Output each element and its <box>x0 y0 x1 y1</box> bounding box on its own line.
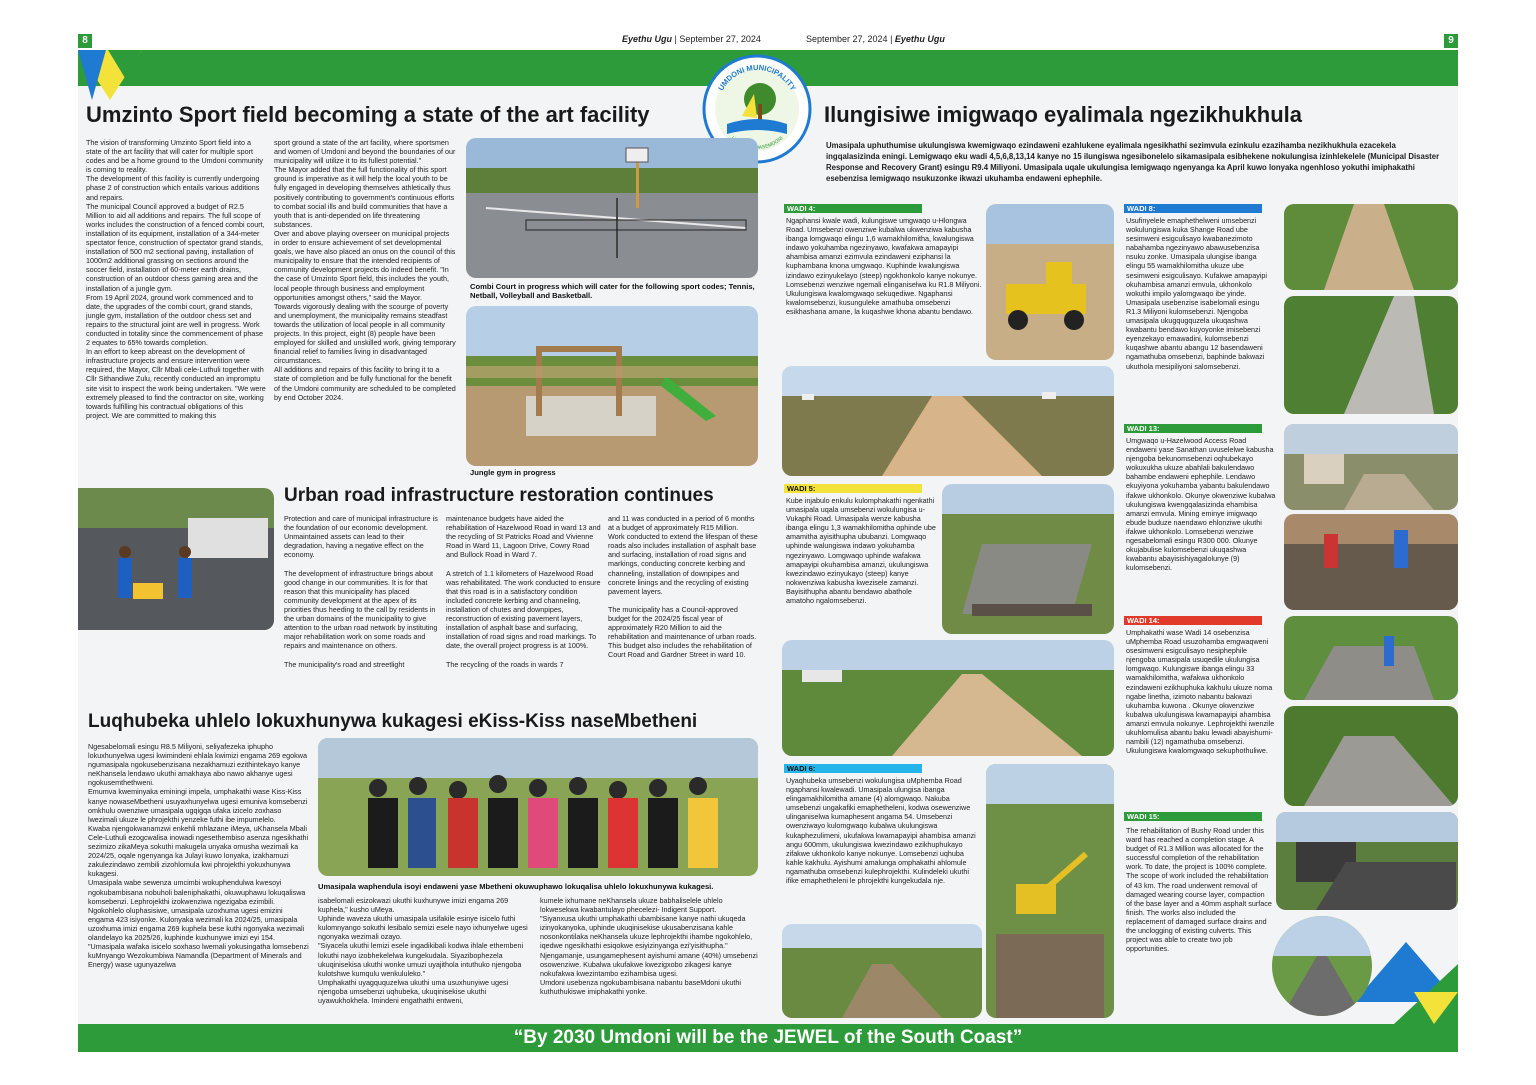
paragraph: maintenance budgets have aided the rehabilitation of Hazelwood Road in ward 13 and the recycling of St Patricks Road and Vivienne Road in Ward 11, Lagoon Drive, Cowry Road and Bullock Road in Ward 7. <box>446 514 601 560</box>
ward-label-14: WADI 14: <box>1124 616 1262 625</box>
combi-court-photo <box>466 138 758 278</box>
headline-urban-road: Urban road infrastructure restoration continues <box>284 485 714 506</box>
paragraph: Umdoni usebenza ngokubambisana nabantu baseMdoni ukuthi kuthuthukiswe imiphakathi yonke. <box>540 977 741 996</box>
paragraph: Uphinde waveza ukuthi umasipala usifakile esinye isicelo futhi kulomnyango sokuthi lesibalo semizi esele nayo ixhunyelwe ugesi ngonyaka wezimali ozayo. <box>318 914 528 942</box>
ward-6-landscape-photo <box>782 924 982 1018</box>
ward-13-photo-2 <box>1284 514 1458 610</box>
page-number-right: 9 <box>1444 34 1458 48</box>
ward-label-13: WADI 13: <box>1124 424 1262 433</box>
ward-14-photo-1 <box>1284 616 1458 700</box>
ward-5-text: Kube injabulo enkulu kulomphakathi ngenkathi umasipala uqala umsebenzi wokulungisa u-Vukaphi Road. Umasipala wenze kabusha ibanga elingu 1,3 wamakhilomitha ophinde ube amamitha ayisithupha ububanzi. Lomgwaqo uphinde walungiswa indawo yokuhamba ngezinyawo. Lomgwaqo uphinde wafakwa amapayipi okuhambisa amanzi, ukulungiswa kwezindawo ezinyukayo (steep) kanye nokwenziwa kabusha kwezisele zamanzi. Bayisithupha abantu bendawo abathole amatoho ngalomsebenzi. <box>786 496 936 606</box>
paragraph: Kwaba njengokwanamzwi enkehli mhlazane iMeya, uKhansela Mbali Cele-Luthuli ezogcwalisa inowadi ngesethembiso asenza ngesikhathi sezimizo zikaMeya sokuthi makugela unyaka omusha wezimali ka 2024/25, oqale ngenyanga ka Julayi kuwo lonyaka, izakhamuzi zakulezindawo zembili zizohlomula kwi phrojekthi yokuxhunywa kukagesi. <box>88 823 309 879</box>
paragraph: The municipal Council approved a budget of R2.5 Million to aid all additions and repairs. The full scope of works includes the construction of a fenced combi court, installation of its equipment, installation of a 344-meter spectator fence, construction of spectator grand stands, installation of 500 m2 sectional paving, installation of 1000m2 additional grassing on sections around the soccer field, installation of 60-meter earth drains, construction of an outdoor chess gaming area and the installation of a jungle gym. <box>86 201 265 293</box>
slogan-bar: “By 2030 Umdoni will be the JEWEL of the South Coast” <box>78 1024 1458 1052</box>
headline-sport-field: Umzinto Sport field becoming a state of the art facility <box>86 102 650 127</box>
paragraph: A stretch of 1.1 kilometers of Hazelwood Road was rehabilitated. The work conducted to ensure that this road is in a satisfactory condition included concrete kerbing and channeling, installation of chutes and downpipes, reconstruction of existing pavement layers, installation of asphalt base and surfacing, installation of road signs and road markings. To date, the overall project progress is at 100%. <box>446 568 601 651</box>
headline-electrification: Luqhubeka uhlelo lokuxhunywa kukagesi eKiss-Kiss naseMbetheni <box>88 711 698 732</box>
article-sport-field-col1 <box>86 138 266 476</box>
caption-jungle-gym: Jungle gym in progress <box>470 468 556 477</box>
caption-sod-turning: Umasipala waphendula isoyi endaweni yase Mbetheni okuwuphawo lokuqalisa uhlelo lokuxhunywa kukagesi. <box>318 882 714 891</box>
ward-13-photo-1 <box>1284 424 1458 510</box>
paragraph: "Umasipala wafaka isicelo soxhaso lwemali yokusingatha lomsebenzi kuMnyango Wezokumbiwa Namandla (Department of Minerals and Energy) wase ugunyazelwa <box>88 942 309 970</box>
paragraph: isabelomali esizokwazi ukuthi kuxhunywe imizi engama 269 kuphela," kusho uMeya. <box>318 896 509 915</box>
paragraph: The recycling of the roads in wards 7 <box>446 659 564 669</box>
ward-4-road-photo <box>782 366 1114 476</box>
paragraph: Over and above playing overseer on municipal projects in order to ensure achievement of set developmental goals, we have also placed an onus on the council of this municipality to ensure that the intended recipients of community development projects do indeed benefit. "In the case of Umzinto Sport field, this includes the youth, local people through business and employment opportunities amongst others," said the Mayor. <box>274 228 456 302</box>
jungle-gym-photo <box>466 306 758 466</box>
ward-label-5 <box>784 484 922 493</box>
headline-flood-roads: Ilungisiwe imigwaqo eyalimala ngezikhukhula <box>824 102 1303 127</box>
paragraph: The vision of transforming Umzinto Sport field into a state of the art facility that will cater for multiple sport codes and be a home ground to the Umdoni community is coming to reality. <box>86 138 263 175</box>
article-sport-field-col2 <box>274 138 456 476</box>
logo-title: UMDONI MUNICIPALITY <box>716 62 798 93</box>
ward-6-excavator-photo <box>986 764 1114 1018</box>
paragraph: Njengamanje, usungamephesent ayishumi amane (40%) umsebenzi osowenziwe. Kubalwa ukufakwe kwezigxobo zikagesi kanye nokufakwa kwezintambo ezihambisa ugesi. <box>540 950 758 978</box>
publication-name: Eyethu Ugu <box>894 34 945 44</box>
ward-4-grader-photo <box>986 204 1114 360</box>
road-workers-photo <box>78 488 274 630</box>
ward-5-road-photo <box>782 640 1114 756</box>
ward-label-15: WADI 15: <box>1124 812 1262 821</box>
ward-15-paving-photo <box>1276 812 1458 910</box>
ward-15-road-photo <box>1272 916 1372 1016</box>
article-electrification-col2 <box>318 896 534 1020</box>
paragraph: In an effort to keep abreast on the development of infrastructure projects and ensure intervention were required, the Mayor, Cllr Mbali cele-Luthuli together with Cllr Sithandiwe Zulu, recently conducted an impromptu site visit to inspect the work being undertaken. "We were extremely pleased to find the contractor on site, working towards fulfilling his contractual obligations of this project. We are committed to making this <box>86 347 266 420</box>
ward-6-text: Uyaqhubeka umsebenzi wokulungisa uMphemba Road ngaphansi kwalewadi. Umasipala ulungisa ibanga elingamakhilomitha amane (4) alomgwaqo. Nakuba umsebenzi ungakafiki emaphetheleni, kodwa osewenziwe ulinganiselwa kumaphesent angama 54. Umsebenzi owenziwayo kulomgwaqo kubalwa ukulungiswa kukaphezulimeni, ukufakwa kwamapayipi ahambisa amanzi angu 600mm, ukulungiswa kwezindawo ezikhuphukayo zifakwe ukhonkolo kanye nokunye. Lomsebenzi uqhuba kahle kakhulu. Ayishumi amalunga omphakathi ahlomule ngamathuba omsebenzi kulephrojekthi. Kulindeleki ukuthi ifike emaphetheleni le phrojekthi kungekudala nje. <box>786 776 976 886</box>
paragraph: The development of infrastructure brings about good change in our communities. It is for that reason that this municipality has placed community development at the apex of its priorities thus heeding to the call by residents in the urban domains of the municipality to give attention to the urban road network by instituting major rehabilitation work on some roads and repairs and maintenance on others. <box>284 568 438 651</box>
article-urban-road-col1 <box>284 514 440 704</box>
ward-14-photo-2 <box>1284 706 1458 806</box>
ward-label-5-text: WADI 5: <box>787 484 816 493</box>
article-electrification-col3 <box>540 896 758 1020</box>
logo-motto: ASEMDONI <box>758 135 785 151</box>
ward-14-text: Umphakathi wase Wadi 14 osebenzisa uMphemba Road usuzohamba emgwaqweni osesimweni esigculisayo nesiphephile njengoba umasipala usuqedile ukulungisa lomgwaqo. Kulungiswe ibanga elingu 33 wamakhilomitha, wafakwa ukhonkolo ezindaweni ezikhuphuka kakhulu ukuze noma ngabe linetha, izimoto nabantu bakwazi ukuhamba kuwona . Okunye okwenziwe kubalwa ukulungiswa kwamapayipi ahambisa amanzi emvula nokunye. Lephrojekthi iwenzile ukuhlomulisa abantu baku lewadi abayishumi-nambili (12) ngamathuba omsebenzi. Ukulungiswa kwalomgwaqo sekuphothuliwe. <box>1126 628 1275 756</box>
paragraph: "Siyanxusa ukuthi umphakathi ubambisane kanye nathi ukuqeda izinyokanyoka, uphinde ukuqinisekise ukusabenzisana kahle nosonkontilaka neKhansela ukuze lephrojekthi ihambe ngokohlelo, iqedwe ngesikhathi esiqokwe esiyizinyanga ezi'yisithupha." <box>540 914 753 951</box>
paragraph: and 11 was conducted in a period of 6 months at a budget of approximately R15 Million. <box>608 514 755 533</box>
paragraph: Protection and care of municipal infrastructure is the foundation of our economic development. Unmaintained assets can lead to their degradation, having a negative effect on the economy. <box>284 514 438 560</box>
sod-turning-photo <box>318 738 758 876</box>
issue-date: September 27, 2024 <box>679 34 761 44</box>
paragraph: All additions and repairs of this facility to bring it to a state of completion and be fully functional for the benefit of the Umdoni community are scheduled to be completed by end October 2024. <box>274 365 456 402</box>
ward-label-6 <box>784 764 922 773</box>
ward-5-bridge-photo <box>942 484 1114 634</box>
paragraph: From 19 April 2024, ground work commenced and to date, the upgrades of the combi court, grand stands, jungle gym, installation of the outdoor chess set and repairs to the structural joint are well in progress. Work conducted in totality since the commencement of phase 2 equates to 65% towards completion. <box>86 292 263 348</box>
paragraph: The municipality has a Council-approved budget for the 2024/25 fiscal year of approximately R20 Million to aid the rehabilitation and maintenance of urban roads. This budget also includes the rehabilitation of Court Road and Gardner Street in ward 10. <box>608 604 757 660</box>
paragraph: Emumva kweminyaka eminingi impela, umphakathi wase Kiss-Kiss kanye nowaseMbetheni usuyaxhunyelwa ugesi emuniva komsebenzi omkhulu owenziwe umasipala ugqigqa ufaka izicelo zoxhaso lwezimali ukuze le phrojekthi yenzeke futhi ibe impumelelo. <box>88 787 308 824</box>
article-flood-roads-intro: Umasipala uphuthumise ukulungiswa kwemigwaqo ezindaweni ezahlukene eyalimala ngesikhathi sezimvula ezinkulu ezazihamba nezikhukhula ezacekela ingqalasizinda eningi. Lemigwaqo eku wadi 4,5,6,8,13,14 kanye no 15 ilungiswa ngesibonelelo sikamasipala esibhekene nokulungisa izinhlekelele (Municipal Disaster Response and Recovery Grant) esingu R9.4 Miliyoni. Umasipala uqale ukulungisa lemigwaqo ngenyanga ka April kuwo lonyaka ngenhloso yokuthi imiphakathi esebenzisa lemigwaqo nsukuzonke ikwazi ukuhamba endaweni ephephile. <box>826 141 1440 183</box>
paragraph: Work conducted to extend the lifespan of these roads also includes installation of asphalt base and surfacing, installation of road signs and markings, conducting concrete kerbing and channeling, installation of downpipes and concrete linings and the recycling of existing pavement layers. <box>608 532 758 596</box>
paragraph: Ngesabelomali esingu R8.5 Miliyoni, seliyafezeka iphupho lokuxhunyelwa ugesi kwimindeni ehlala kwimizi engama 269 egokwa ngumasipala ngokusebenzisana nezakhamuzi ezithintekayo kanye neKhansela lendawo ukuthi amakhaya abo nawo akhanye ugesi ngokusemthethweni. <box>88 742 307 788</box>
ward-4-text: Ngaphansi kwale wadi, kulungiswe umgwaqo u-Hlongwa Road. Umsebenzi owenziwe kubalwa ukwenziwa kabusha ibanga lomgwaqo elingu 1,6 wamakhilomitha, kwalungiswa indawo yokuhamba ngezinyawo, kwafakwa amapayipi ahambisa amanzi ezimvula ezindaweni eziphansi la kuphambana knona umgwaqo. Kuphinde kwalungiswa izindawo ezinyukelayo (steep) ngokhonkolo kanye nokunye. Lomsebenzi wenziwe ngemali elinganiselwa ku R1.8 Miliyoni. Ukulungiswa kwalomgwaqo sekuqediwe. Ngaphansi kwalomsebenzi, kusungulekе amathuba omsebenzi esikhashana amane, la kuqashwe khona abantu bendawo. <box>786 216 982 316</box>
page-number-left: 8 <box>78 34 92 48</box>
ward-label-8: WADI 8: <box>1124 204 1262 213</box>
ward-8-road-photo-1 <box>1284 204 1458 290</box>
caption-combi-court: Combi Court in progress which will cater for the following sport codes; Tennis, Netball, Volleyball and Basketball. <box>470 282 755 300</box>
paragraph: Umasipala wabe sewenza umcimbi wokuphendulwa kwesoyi ngokubambisana nobuholi baleniphakathi, okuwuphawu lokuqaliswa komsebenzi. Lephrojekthi izokwenziwa ngezigaba ezimbili. Ngokohlelo oluphasisiwe, umasipala uzoxhuma ugesi emizini engama 423 isiyonke. Kulonyaka wezimali ka 2024/25, umasipala uzoxhuma imizi engama 269 kuphela bese kuthi ngonyaka wezimali olandelayo ka 2025/26, kuphinde kuxhunywe imizi eyi 154. <box>88 878 306 942</box>
article-urban-road-col3 <box>608 514 760 704</box>
paragraph: Towards vigorously dealing with the scourge of poverty and unemployment, the municipality remains steadfast towards the utilization of local people in all community projects. In this project, eight (8) people have been employed for skilled and unskilled work, giving temporary financial relief to families living in disadvantaged circumstances. <box>274 301 456 366</box>
publication-name: Eyethu Ugu <box>622 34 673 44</box>
article-urban-road-col2 <box>446 514 602 704</box>
corner-triangle-icon <box>78 50 142 100</box>
paragraph: The development of this facility is currently undergoing phase 2 of construction which entails various additions and repairs. <box>86 174 260 202</box>
article-electrification-col1 <box>88 742 310 1022</box>
ward-8-road-photo-2 <box>1284 296 1458 414</box>
issue-date: September 27, 2024 <box>806 34 888 44</box>
paragraph: "Siyacela ukuthi lemizi esele ingadikibali kodwa ihlale ethembeni lokuthi nayo izobhekelelwa kungekudala. Siyazibophezela ukuqinisekisa ukuthi wonke umuzi uyajithola intuthuko njengoba kulotshwe kumqulu wenkululeko." <box>318 941 524 978</box>
masthead-right: September 27, 2024 | Eyethu Ugu <box>806 34 945 44</box>
ward-15-text: The rehabilitation of Bushy Road under this ward has reached a completion stage. A budget of R1.3 Million was allocated for the successful completion of the rehabilitation work. To date, the project is 100% complete. The scope of work included the rehabilitation of 43 km. The road underwent removal of damaged wearing course layer, compaction of the base layer and a 40mm asphalt surface finish. The works also included the replacement of damaged surface drains and the unclogging of existing culverts. This project was able to create two job opportunities. <box>1126 826 1272 954</box>
paragraph: Umphakathi uyagququzelwa ukuthi uma usuxhunyiwe ugesi njengoba umsebenzi uqhubeka, ukuqinisekise ukuthi uyawukhokhela. Imindeni engathathi entweni, <box>318 977 509 1006</box>
paragraph: The municipality's road and streetlight <box>284 659 405 669</box>
paragraph: sport ground a state of the art facility, where sportsmen and women of Umdoni and beyond the boundaries of our municipality will utilize it to its fullest potential." <box>274 138 456 166</box>
ward-label-4: WADI 4: <box>784 204 922 213</box>
masthead-left: Eyethu Ugu | September 27, 2024 <box>622 34 761 44</box>
paragraph: kumele ixhumane neKhansela ukuze babhaliselele uhlelo lokwesekwa kwabantulayo phecelezi- Indigent Support. <box>540 896 723 915</box>
ward-label-6-text: WADI 6: <box>787 764 816 773</box>
ward-13-text: Umgwaqo u-Hazelwood Access Road endaweni yase Sanathan uvuselelwe kabusha njengoba bekunomsebenzi oqhubekayo wokuxukha ukuze abahlali bakulendawo bahambe endaweni ephephile. Lendawo ekuyiyona yokuhamba yabantu bakulendawo ifakwe ukhonkolo. Okunye okwenziwe kubalwa ukulungiswa kwengqalasizinda ehambisa amanzi emvula. Mining eminye imigwaqo ebude buduze naendawo ehlonziwe ukuthi ifakwe ukhonkolo. Lomsebenzi wenziwe ngesabelomali esingu R300 000. Okunye okujabulise kulomsebenzi ukuqashwa kwabantu abayisishiyagalolunye (9) kulomsebenzi. <box>1126 436 1276 573</box>
ward-8-text: Usufinyelele emaphethelweni umsebenzi wokulungiswa kuka Shange Road ube sesimweni esigculisayo kwabanezimoto nabahamba ngezinyawo abawusebenzisa nsuku zonke. Umasipala ulungise ibanga elingu 55 wamakhilomitha ukuze ube sesimweni esigculisayo. Kufakwe amapayipi okuhambisa amanzi emvula, ukhonkolo wokuthi impilo yalomgwaqo ibe yinde. Umasipala usebenzise isabelomali esingu R1.3 Miliyoni kulomsebenzi. Njengoba umasipala ukugqugquzela ukuqashwa kwabantu bendawo kuyoyonke imisebenzi eyenzekayo emawadini, kulomsebenzi kuqashwe abantu abangu 12 basendaweni ngamathuba omsebenzi, baphinde bakwazi ukuthola mesipiliyoni salomsebenzi. <box>1126 216 1268 371</box>
paragraph: The Mayor added that the full functionality of this sport ground is imperative as it will help the local youth to be fully engaged in developing themselves athletically thus positively contributing to government's continuous efforts to combat social ills and build communities that have a youth that is anti-depended on life threatening substances. <box>274 165 455 229</box>
